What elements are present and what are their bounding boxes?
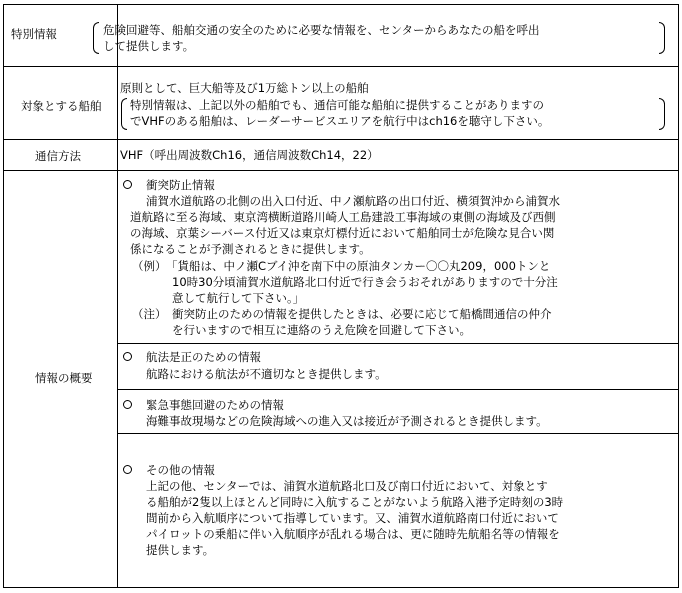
example-label: （例） <box>132 259 167 273</box>
example-line: 10時30分頃浦賀水道航路北口付近で行き会うおそれがありますので十分注 <box>172 275 558 289</box>
note-line: 衝突防止のための情報を提供したときは、必要に応じて船橋間通信の仲介 <box>172 307 552 321</box>
target-vessels-label: 対象とする船舶 <box>21 99 102 113</box>
bracket-left <box>93 22 99 54</box>
bracket-left <box>121 98 127 130</box>
section-title: その他の情報 <box>146 463 215 477</box>
target-vessels-principle: 原則として、巨大船等及び1万総トン以上の船舶 <box>120 81 369 95</box>
circle-bullet-icon <box>123 352 132 361</box>
special-info-line: 危険回避等、船舶交通の安全のために必要な情報を、センターからあなたの船を呼出 <box>103 23 540 37</box>
row-divider <box>117 139 118 171</box>
communication-label: 通信方法 <box>35 149 81 163</box>
section-title: 航法是正のための情報 <box>146 350 261 364</box>
circle-bullet-icon <box>123 465 132 474</box>
circle-bullet-icon <box>123 400 132 409</box>
section-line: の海域、京葉シーバース付近又は東京灯標付近において船舶同士が危険な見合い関 <box>130 226 555 240</box>
example-line: 意して航行して下さい。」 <box>172 291 305 305</box>
section-line: 提供します。 <box>146 543 215 557</box>
section-line: 係になることが予測されるときに提供します。 <box>130 242 371 256</box>
section-line: 間前から入航順序について指導しています。又、浦賀水道航路南口付近において <box>146 511 559 525</box>
section-line: 浦賀水道航路の北側の出入口付近、中ノ瀬航路の出口付近、横須賀沖から浦賀水 <box>146 194 560 208</box>
section-line: 道航路に至る海域、東京湾横断道路川崎人工島建設工事海域の東側の海域及び西側 <box>130 210 556 224</box>
section-line: 海難事故現場などの危険海域への進入又は接近が予測されるとき提供します。 <box>146 414 548 428</box>
section-line: る船舶が2隻以上ほとんど同時に入航することがないよう航路入港予定時刻の3時 <box>146 495 564 509</box>
note-line: を行いますので相互に連絡のうえ危険を回避して下さい。 <box>172 323 471 337</box>
section-title: 緊急事態回避のための情報 <box>146 398 284 412</box>
row-divider <box>117 170 118 588</box>
bracket-right <box>659 22 665 54</box>
section-line: 上記の他、センターでは、浦賀水道航路北口及び南口付近において、対象とす <box>146 479 548 493</box>
bracket-right <box>659 98 665 130</box>
special-info-line: して提供します。 <box>103 39 195 53</box>
section-divider <box>117 343 679 344</box>
communication-text: VHF（呼出周波数Ch16，通信周波数Ch14，22） <box>120 148 379 162</box>
section-divider <box>117 433 679 434</box>
section-divider <box>117 389 679 390</box>
example-line: 「貨船は、中ノ瀬Cブイ沖を南下中の原油タンカー〇〇丸209，000トンと <box>166 259 551 273</box>
target-vessels-note-line: 特別情報は、上記以外の船舶でも、通信可能な船舶に提供することがありますの <box>130 98 544 112</box>
summary-label: 情報の概要 <box>35 371 93 385</box>
row-divider <box>117 66 118 140</box>
special-info-label: 特別情報 <box>11 27 57 41</box>
circle-bullet-icon <box>123 180 132 189</box>
section-line: 航路における航法が不適切なとき提供します。 <box>146 367 387 381</box>
target-vessels-note-line: でVHFのある船舶は、レーダーサービスエリアを航行中はch16を聴守し下さい。 <box>130 114 550 128</box>
note-label: （注） <box>132 307 167 321</box>
section-line: パイロットの乗船に伴い入航順序が乱れる場合は、更に随時先航船名等の情報を <box>146 527 560 541</box>
section-title: 衝突防止情報 <box>146 178 215 192</box>
